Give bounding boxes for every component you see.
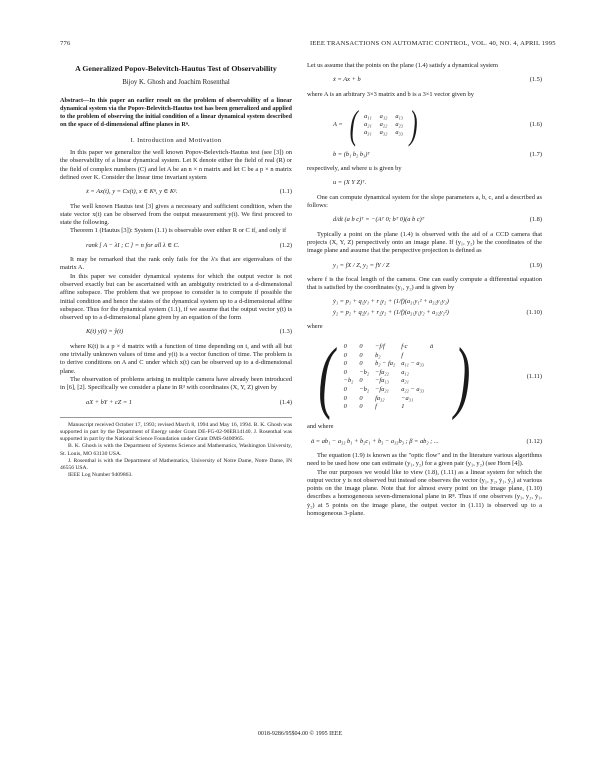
equation-number: (1.9) xyxy=(529,261,542,269)
paragraph: In this paper we generalize the well known Popov-Belevitch-Hautus test (see [3]) on the observability of a linear dynamical system. Let K denote either the field of real (R) or the field of complex numbers (C) and let A be an n × n matrix and let C be a p × n matrix defined over K. Consider the linear time invariant system xyxy=(60,149,292,181)
matrix-cell: b₂ − fa₂ xyxy=(375,360,396,368)
paragraph: It may be remarked that the rank only fails for the λ's that are eigenvalues of the matrix A. xyxy=(60,256,292,272)
equation-body: b = (b₁ b₂ b₃)ᵀ xyxy=(333,150,370,158)
matrix-cell: a₃₃ xyxy=(395,128,403,136)
matrix-cell: 0 xyxy=(343,403,347,411)
matrix-cell: a₁₃ xyxy=(395,112,403,120)
equation xyxy=(307,216,542,224)
equation xyxy=(307,101,542,147)
matrix-cell: 0 xyxy=(359,377,363,385)
bracket-left: ( xyxy=(349,101,358,147)
equation xyxy=(307,262,542,270)
footnote: IEEE Log Number 9409863. xyxy=(68,472,133,479)
matrix-cell: fa₃₂ xyxy=(375,394,385,402)
matrix-cell: a₂₃ xyxy=(395,120,403,128)
matrix-cell: f·c xyxy=(401,342,408,350)
matrix-cell: −f/f xyxy=(375,342,385,350)
matrix-cell: a₁₂ xyxy=(401,368,409,376)
matrix-cell: b₂ xyxy=(375,351,381,359)
equation xyxy=(60,188,292,196)
bracket-left: ( xyxy=(318,333,335,422)
matrix-cell: a₁₁ − a₃₃ xyxy=(401,360,425,368)
matrix-cell: −b₂ xyxy=(343,377,354,385)
footnotes xyxy=(60,417,292,480)
paragraph: where A is an arbitrary 3×3 matrix and b is a 3×1 vector given by xyxy=(307,90,474,98)
paragraph: One can compute dynamical system for the slope parameters a, b, c, and a described as follows: xyxy=(307,193,542,210)
matrix-cell: −a₃₁ xyxy=(401,394,414,402)
big-matrix-equation xyxy=(307,333,476,422)
matrix-cell: a₁₁ xyxy=(364,112,372,120)
equation-body: y₁ = fX / Z, y₂ = fY / Z xyxy=(333,261,390,269)
equation-body: aX + bY + cZ = 1 xyxy=(86,398,132,406)
equation-body: ẋ = Ax(t), y = Cx(t), x ∈ Kⁿ, y ∈ Kᵖ. xyxy=(86,188,178,196)
footnote: J. Rosenthal is with the Department of Mathematics, University of Notre Dame, Notre Dame, IN 46556 USA. xyxy=(60,457,292,472)
matrix-cell: 0 xyxy=(343,385,347,393)
matrix-lhs: A = xyxy=(333,120,343,128)
equation xyxy=(307,298,542,306)
paragraph: Typically a point on the plane (1.4) is observed with the aid of a CCD camera that projects (X, Y, Z) perspectively onto an image plane. If (y₁, y₂) be the coordinates of the image plane and assume that the perspective projection is defined as xyxy=(307,230,542,255)
matrix-cell xyxy=(430,369,433,378)
equation xyxy=(307,76,542,84)
equation-body: K(t) y(t) = ŷ(t) xyxy=(86,328,124,336)
matrix-cell: a₃₁ xyxy=(364,128,372,136)
equation xyxy=(60,328,292,336)
matrix-cell: 0 xyxy=(343,394,347,402)
equation-number: (1.2) xyxy=(279,241,292,249)
equation-number: (1.6) xyxy=(529,120,542,128)
matrix-equation xyxy=(307,101,420,147)
footnote: Manuscript received October 17, 1993; revised March 8, 1994 and May 16, 1994. B. K. Ghosh was supported in part by the Department of Energy under Grant DE-FG-02-90ER14140. J. Rosenthal was supported in part by the National Science Foundation under Grant DMS-9400965. xyxy=(60,421,292,443)
paragraph: Let us assume that the points on the plane (1.4) satisfy a dynamical system xyxy=(307,62,498,69)
equation-number: (1.11) xyxy=(526,373,542,381)
matrix-cell: 0 xyxy=(343,368,347,376)
equation-number: (1.4) xyxy=(279,398,292,406)
matrix-cell: 0 xyxy=(359,403,363,411)
paragraph: where xyxy=(307,323,323,331)
matrix-cell: 0 xyxy=(359,351,363,359)
equation-number: (1.3) xyxy=(279,328,292,336)
bracket-right: ) xyxy=(454,333,471,422)
equation-number: (1.5) xyxy=(529,76,542,84)
equation-body: u = (X Y Z)ᵀ. xyxy=(333,179,367,187)
matrix-cell: a₂₁ xyxy=(364,120,372,128)
equation xyxy=(307,151,542,159)
matrix-cell: ā xyxy=(430,342,434,350)
matrix-row xyxy=(364,121,403,129)
equation-number: (1.10) xyxy=(526,308,542,316)
equation-number: (1.12) xyxy=(526,437,542,445)
equation xyxy=(307,179,542,187)
matrix-cell: 0 xyxy=(343,360,347,368)
abstract: Abstract—In this paper an earlier result on the problem of observability of a linear dynamical system via the Popov-Belevitch-Hautus test has been generalized and applied to the problem of observing the initial condition of a linear dynamical system described on the space of d-dimensional affine planes in Rⁿ. xyxy=(60,96,292,128)
matrix-cell: −b₂ xyxy=(359,385,370,393)
matrix-cell xyxy=(430,403,433,412)
equation-number: (1.8) xyxy=(529,216,542,224)
matrix-cell: −b₂ xyxy=(359,368,370,376)
matrix-a xyxy=(364,113,403,137)
matrix-cell: a₂₁ xyxy=(401,377,409,385)
running-title: IEEE TRANSACTIONS ON AUTOMATIC CONTROL, VOL. 40, NO. 4, APRIL 1995 xyxy=(310,40,556,47)
paragraph: In this paper we consider dynamical systems for which the output vector is not observed exactly but can be ascertained with an ambiguity restricted to a d-dimensional affine subspace. The problem that we propose to consider is to compute if possible the initial condition and hence the states of the dynamical system up to a d-dimensional affine subspace. Thus for the dynamical system (1.1), if we assume that the output vector y(t) is observed up to a d-dimensional plane given by an equation of the form xyxy=(60,272,292,322)
authors: Bijoy K. Ghosh and Joachim Rosenthal xyxy=(122,78,230,86)
equation-body: d/dt (a b c)ᵀ = −(Aᵀ 0; bᵀ 0)(a b c)ᵀ xyxy=(333,216,425,224)
matrix-cell: f xyxy=(375,403,377,411)
matrix-cell: 0 xyxy=(343,351,347,359)
paragraph: The well known Hautus test [3] gives a necessary and sufficient condition, when the state vector x(t) can be observed from the output measurement y(t). We first proceed to state the following. xyxy=(60,202,292,227)
equation-number: (1.1) xyxy=(279,188,292,196)
paragraph: and where xyxy=(307,423,334,431)
matrix-cell: a₃₂ xyxy=(379,128,388,136)
equation-body: ẋ = Ax + b xyxy=(333,76,361,84)
right-column xyxy=(307,62,542,518)
matrix-cell: 0 xyxy=(343,342,347,350)
matrix-cell: 0 xyxy=(359,342,363,350)
matrix-cell: −fa₂₂ xyxy=(375,368,389,376)
matrix-row xyxy=(364,113,403,121)
matrix-cell xyxy=(430,395,433,404)
equation-body: ẏ₁ = p₁ + q₁y₁ + r₁y₂ + (1/f)(a₃₁y₁² + a₃₂y₁y₂) xyxy=(333,298,449,306)
paragraph: respectively, and where u is given by xyxy=(307,165,402,173)
equation xyxy=(60,399,292,407)
matrix-cell xyxy=(430,360,433,369)
paragraph: The equation (1.9) is known as the "optic flow" and in the literature various algorithms need to be used how one can estimate (y₁, y₂) for a given pair (y₁, y₂) (see Horn [4]). xyxy=(307,451,542,468)
equation xyxy=(307,309,542,317)
section-heading: I. Introduction and Motivation xyxy=(130,136,222,144)
theorem: Theorem 1 (Hautus [3]): System (1.1) is observable over either R or C if, and only if xyxy=(70,227,287,235)
matrix-cell: −fa₂₁ xyxy=(375,385,389,393)
equation xyxy=(60,242,292,250)
paragraph: The observation of problems arising in multiple camera have already been introduced in [6], [2]. Specifically we consider a plane in R³ with coordinates (X, Y, Z) given by xyxy=(60,375,292,392)
page-number: 776 xyxy=(60,40,71,47)
matrix-cell: 0 xyxy=(359,360,363,368)
matrix-cell: 1 xyxy=(401,403,405,411)
equation-body: rank [ A − λI ; C ] = n for all λ ∈ C. xyxy=(86,241,180,249)
big-matrix xyxy=(344,343,446,412)
matrix-cell xyxy=(430,377,433,386)
bracket-right: ) xyxy=(409,101,418,147)
matrix-cell: 0 xyxy=(359,394,363,402)
paper-title: A Generalized Popov-Belevitch-Hautus Test of Observability xyxy=(75,64,277,73)
copyright-footer: 0018-9286/95$04.00 © 1995 IEEE xyxy=(257,731,343,737)
left-column xyxy=(60,62,292,479)
matrix-cell: f xyxy=(401,351,404,359)
equation xyxy=(307,333,542,422)
paragraph: The our purposes we would like to view (1.8), (1.11) as a linear system for which the output vector y is not observed but instead one observes the vector (y₁, y₂, ẏ₁, ẏ₂) at various points on the image plane. Note that for almost every point on the image plane, (1.10) describes a homogeneous seven-dimensional plane in R⁸. Thus if one observes (y₁, y₂, ẏ₁, ẏ₂) at 5 points on the image plane, the output vector in (1.11) is observed up to a homogeneous 3-plane. xyxy=(307,468,542,518)
matrix-row xyxy=(364,129,403,137)
equation xyxy=(307,438,542,446)
paragraph: where K(t) is a p × d matrix with a function of time depending on t, and with all but one trivially unknown values of time and y(t) is a vector function of time. The problem is to derive conditions on A and C under which x(t) can be observed up to a d-dimensional plane. xyxy=(60,342,292,375)
matrix-cell: −fa₁₃ xyxy=(375,377,389,385)
matrix-cell: a₁₂ xyxy=(379,112,388,120)
matrix-cell: a₂₂ − a₃₃ xyxy=(401,385,425,393)
equation-number: (1.7) xyxy=(529,150,542,158)
paragraph: where f is the focal length of the camera. One can easily compute a differential equation that is satisfied by the coordinates (y₁, y₂) and is given by xyxy=(307,275,542,292)
footnote: B. K. Ghosh is with the Department of Systems Science and Mathematics, Washington University, St. Louis, MO 63130 USA. xyxy=(60,443,292,457)
equation-body: ẏ₂ = p₂ + q₂y₁ + r₂y₂ + (1/f)(a₃₁y₁y₂ + a₃₂y₂²) xyxy=(333,308,449,316)
matrix-cell xyxy=(430,386,433,395)
matrix-cell xyxy=(430,352,433,361)
equation-body: ā = ab₁ − a₃₃ b₁ + b₂c₁ + b₃ − a₃₃b₃ ; β = ab₂ ; ... xyxy=(311,437,439,445)
matrix-cell: a₂₂ xyxy=(379,120,388,128)
